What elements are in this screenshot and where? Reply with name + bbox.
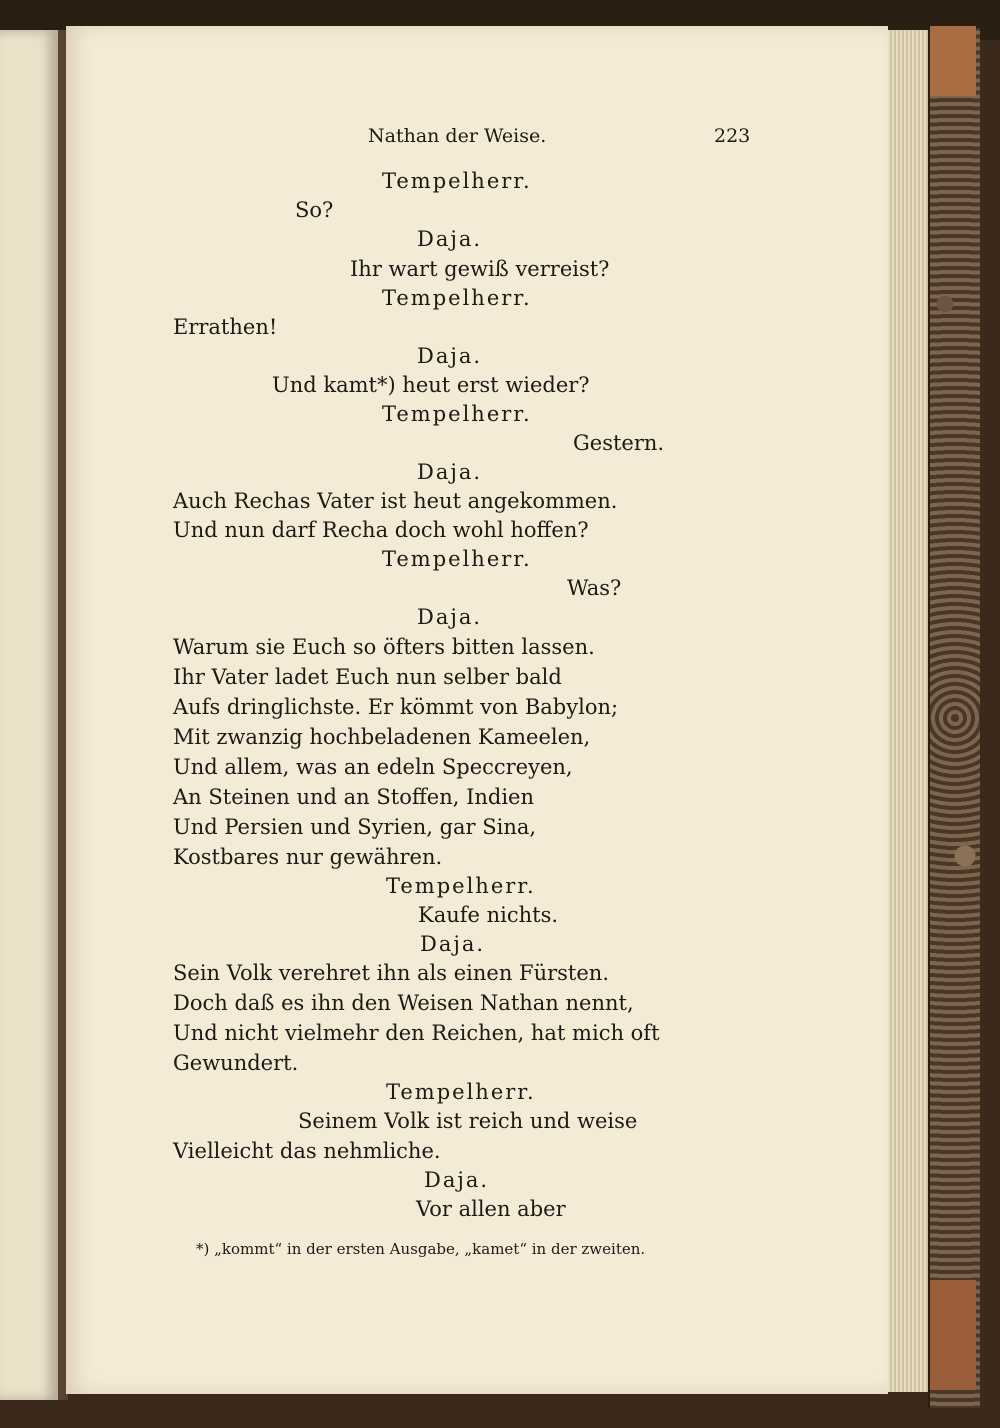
speaker-name: Tempelherr. [382, 402, 532, 426]
verse-line: Und allem, was an edeln Speccreyen, [173, 755, 573, 779]
verse-line: Ihr Vater ladet Euch nun selber bald [173, 665, 562, 689]
verse-line: Und nicht vielmehr den Reichen, hat mich oft [173, 1021, 660, 1045]
verse-line: Sein Volk verehret ihn als einen Fürsten. [173, 961, 609, 985]
speaker-name: Daja. [417, 227, 483, 251]
verse-line: Aufs dringlichste. Er kömmt von Babylon; [173, 695, 619, 719]
speaker-name: Tempelherr. [382, 169, 532, 193]
verse-line: Ihr wart gewiß verreist? [350, 257, 610, 281]
verse-line: Vielleicht das nehmliche. [173, 1139, 441, 1163]
verse-line: Und kamt*) heut erst wieder? [272, 373, 590, 397]
running-title: Nathan der Weise. [368, 125, 547, 147]
speaker-name: Tempelherr. [382, 286, 532, 310]
page-number: 223 [714, 125, 751, 147]
verse-line: Vor allen aber [416, 1197, 566, 1221]
speaker-name: Daja. [417, 344, 483, 368]
speaker-name: Daja. [417, 605, 483, 629]
verse-line: Seinem Volk ist reich und weise [298, 1109, 638, 1133]
verse-line: Warum sie Euch so öfters bitten lassen. [173, 635, 595, 659]
verse-line: Errathen! [173, 315, 278, 339]
speaker-name: Daja. [424, 1168, 490, 1192]
verse-line: Auch Rechas Vater ist heut angekommen. [173, 489, 618, 513]
marbled-cover-board [928, 28, 980, 1408]
speaker-name: Tempelherr. [386, 1080, 536, 1104]
verse-line: Gewundert. [173, 1051, 299, 1075]
leather-corner-top [930, 26, 976, 96]
footnote: *) „kommt“ in der ersten Ausgabe, „kamet“ in der zweiten. [196, 1240, 646, 1258]
left-page-edge [0, 30, 58, 1400]
verse-line: Und nun darf Recha doch wohl hoffen? [173, 518, 589, 542]
verse-line: Und Persien und Syrien, gar Sina, [173, 815, 537, 839]
verse-line: Gestern. [573, 431, 665, 455]
verse-line: Was? [567, 576, 622, 600]
speaker-name: Tempelherr. [386, 874, 536, 898]
verse-line: So? [295, 198, 334, 222]
verse-line: Kostbares nur gewähren. [173, 845, 443, 869]
speaker-name: Daja. [420, 932, 486, 956]
verse-line: Doch daß es ihn den Weisen Nathan nennt, [173, 991, 634, 1015]
verse-line: An Steinen und an Stoffen, Indien [173, 785, 534, 809]
verse-line: Kaufe nichts. [418, 903, 559, 927]
speaker-name: Daja. [417, 460, 483, 484]
leather-corner-bottom [930, 1280, 976, 1390]
verse-line: Mit zwanzig hochbeladenen Kameelen, [173, 725, 591, 749]
speaker-name: Tempelherr. [382, 547, 532, 571]
